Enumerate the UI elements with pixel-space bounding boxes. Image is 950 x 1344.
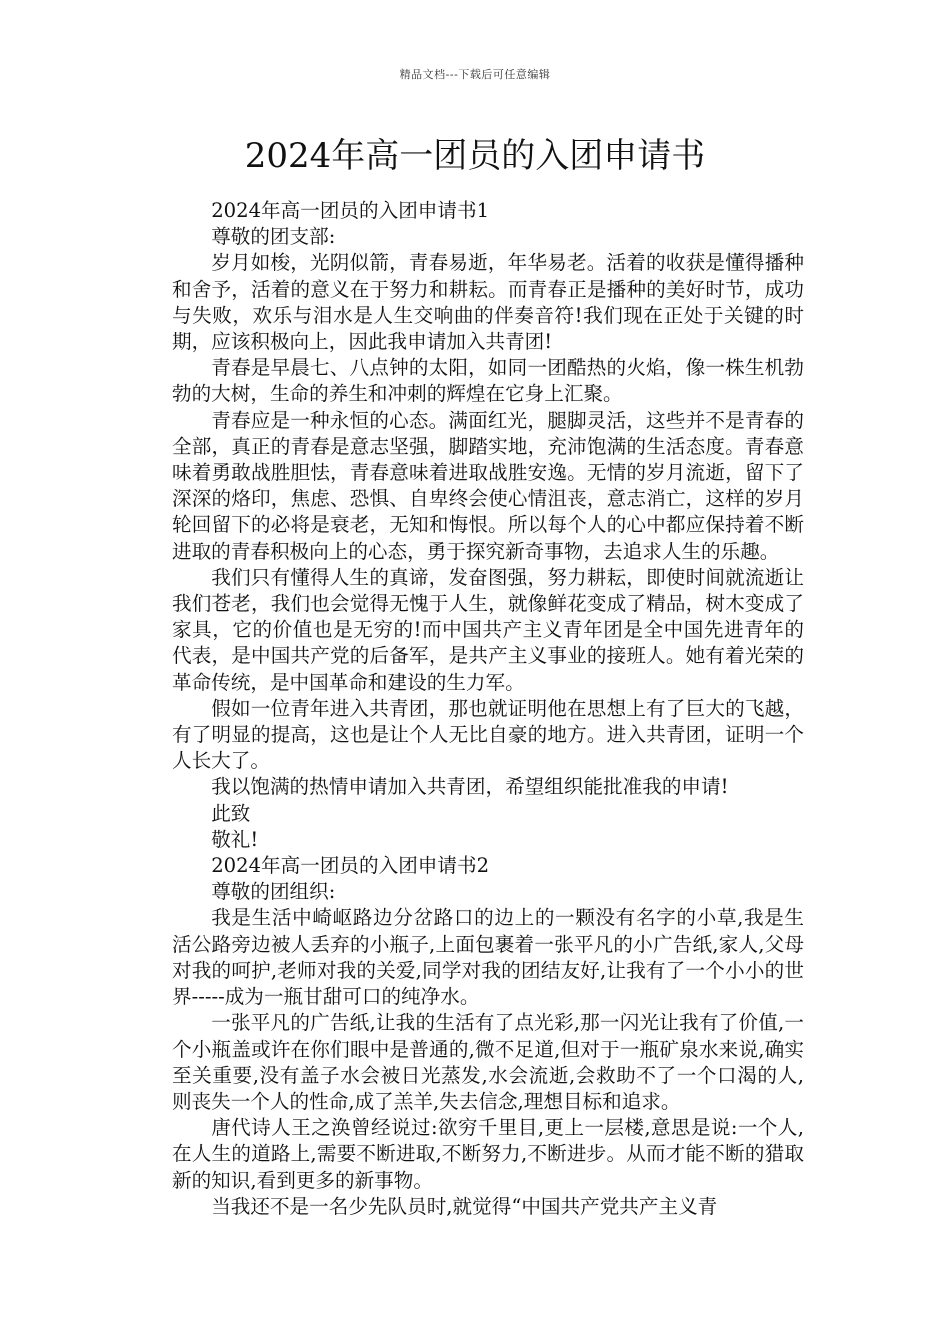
salutation-1: 尊敬的团支部: [211, 225, 336, 249]
section-heading-2: 2024年高一团员的入团申请书2 [211, 854, 490, 878]
salutation-2: 尊敬的团组织: [211, 880, 336, 904]
paragraph: 我是生活中崎岖路边分岔路口的边上的一颗没有名字的小草,我是生活公路旁边被人丢弃的小瓶子,上面包裹着一张平凡的小广告纸,家人,父母对我的呵护,老师对我的关爱,同学对我的团结友好,让我有了一个小小的世界-----成为一瓶甘甜可口的纯净水。 [172, 906, 804, 1009]
paragraph: 当我还不是一名少先队员时,就觉得“中国共产党共产主义青 [211, 1194, 718, 1218]
closing-jingli: 敬礼! [211, 827, 259, 851]
paragraph: 我们只有懂得人生的真谛，发奋图强，努力耕耘，即使时间就流逝让我们苍老，我们也会觉得无愧于人生，就像鲜花变成了精品，树木变成了家具，它的价值也是无穷的!而中国共产主义青年团是全中国先进青年的代表，是中国共产党的后备军，是共产主义事业的接班人。她有着光荣的革命传统，是中国革命和建设的生力军。 [172, 565, 804, 694]
closing-request: 我以饱满的热情申请加入共青团，希望组织能批准我的申请! [211, 775, 729, 799]
paragraph: 一张平凡的广告纸,让我的生活有了点光彩,那一闪光让我有了价值,一个小瓶盖或许在你们眼中是普通的,微不足道,但对于一瓶矿泉水来说,确实至关重要,没有盖子水会被日光蒸发,水会流逝,会救助不了一个口渴的人,则丧失一个人的性命,成了羔羊,失去信念,理想目标和追求。 [172, 1011, 804, 1113]
closing-cizhi: 此致 [211, 801, 251, 825]
paragraph: 假如一位青年进入共青团，那也就证明他在思想上有了巨大的飞越，有了明显的提高，这也是让个人无比自豪的地方。进入共青团，证明一个人长大了。 [172, 696, 804, 773]
page-title: 2024年高一团员的入团申请书 [244, 136, 706, 176]
document-body [172, 198, 804, 1220]
paragraph: 青春应是一种永恒的心态。满面红光，腿脚灵活，这些并不是青春的全部，真正的青春是意志坚强，脚踏实地，充沛饱满的生活态度。青春意味着勇敢战胜胆怯，青春意味着进取战胜安逸。无情的岁月流逝，留下了深深的烙印，焦虑、恐惧、自卑终会使心情沮丧，意志消亡，这样的岁月轮回留下的必将是衰老，无知和悔恨。所以每个人的心中都应保持着不断进取的青春积极向上的心态，勇于探究新奇事物，去追求人生的乐趣。 [172, 408, 804, 563]
paragraph: 唐代诗人王之涣曾经说过:欲穷千里目,更上一层楼,意思是说:一个人,在人生的道路上,需要不断进取,不断努力,不断进步。从而才能不断的猎取新的知识,看到更多的新事物。 [172, 1116, 804, 1192]
paragraph: 岁月如梭，光阴似箭，青春易逝，年华易老。活着的收获是懂得播种和舍予，活着的意义在于努力和耕耘。而青春正是播种的美好时节，成功与失败，欢乐与泪水是人生交响曲的伴奏音符!我们现在正处于关键的时期，应该积极向上，因此我申请加入共青团! [172, 251, 804, 354]
section-heading-1: 2024年高一团员的入团申请书1 [211, 199, 490, 222]
paragraph: 青春是早晨七、八点钟的太阳，如同一团酷热的火焰，像一株生机勃勃的大树，生命的养生和冲刺的辉煌在它身上汇聚。 [172, 356, 804, 406]
header-note: 精品文档---下载后可任意编辑 [399, 68, 551, 81]
